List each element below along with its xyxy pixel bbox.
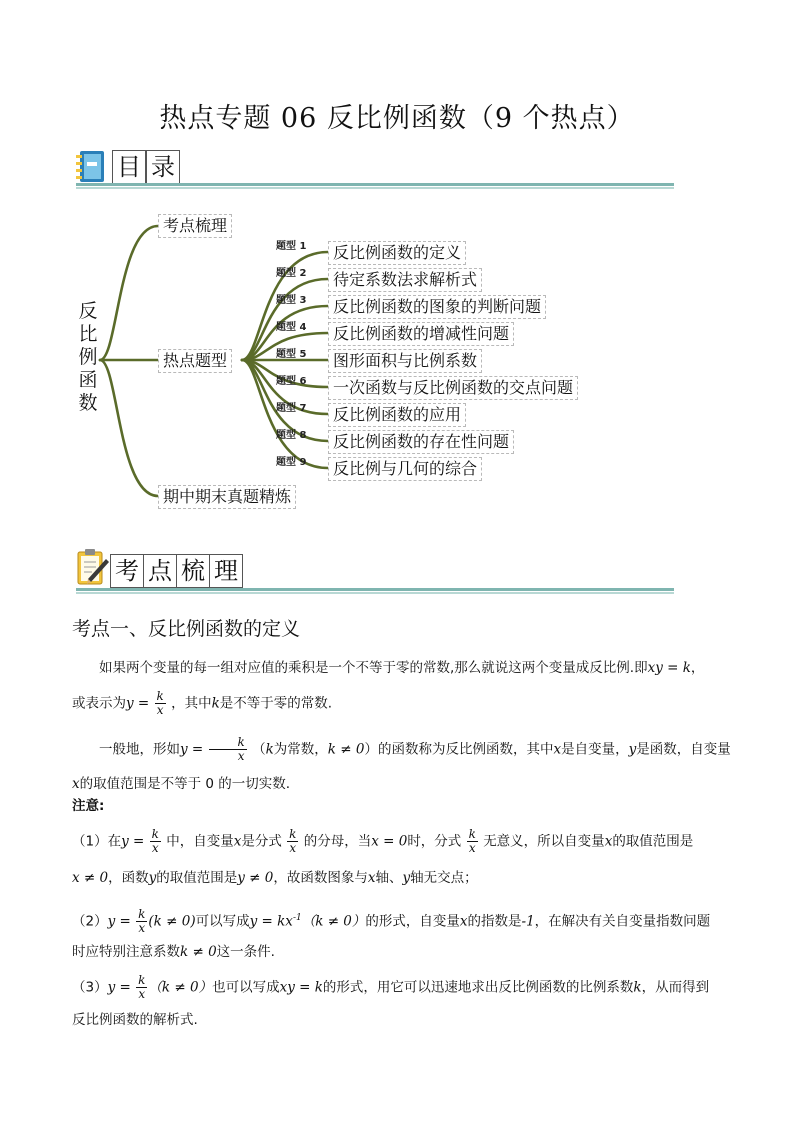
topic-item-9[interactable]: 反比例与几何的综合 (328, 457, 482, 481)
toc-heading-char: 录 (146, 150, 180, 184)
fraction-k-over-x: $\frac{k}{x}$ (209, 736, 247, 763)
note-label: 注意: (72, 798, 105, 814)
fraction-k-over-x: $\frac{k}{x}$ (138, 973, 146, 1001)
paragraph-general-form-2: x的取值范围是不等于 0 的一切实数. (72, 776, 291, 792)
section-heading-char: 点 (143, 554, 177, 588)
fraction-k-over-x: $\frac{k}{x}$ (468, 827, 476, 855)
paragraph-definition-2: 或表示为y = $\frac{k}{x}$ ，其中k是不等于零的常数. (72, 689, 333, 717)
topic-item-6[interactable]: 一次函数与反比例函数的交点问题 (328, 376, 578, 400)
section-header-kaodian (76, 548, 676, 588)
fraction-k-over-x: $\frac{k}{x}$ (138, 907, 146, 935)
root-char: 数 (78, 392, 98, 414)
topic-label: 题型 3 (276, 295, 307, 306)
root-char: 例 (78, 346, 98, 368)
topic-label: 题型 8 (276, 430, 307, 441)
root-char: 比 (78, 323, 98, 345)
paragraph-definition: 如果两个变量的每一组对应值的乘积是一个不等于零的常数,那么就说这两个变量成反比例.即xy = k， (99, 660, 705, 676)
topic-label: 题型 9 (276, 457, 307, 468)
topic-item-7[interactable]: 反比例函数的应用 (328, 403, 466, 427)
topic-item-5[interactable]: 图形面积与比例系数 (328, 349, 482, 373)
toc-heading-char: 目 (112, 150, 146, 184)
fraction-k-over-x: $\frac{k}{x}$ (151, 827, 159, 855)
branch-kaodian[interactable]: 考点梳理 (158, 214, 232, 238)
mindmap-root (76, 300, 100, 415)
root-char: 反 (78, 300, 98, 322)
topic-item-8[interactable]: 反比例函数的存在性问题 (328, 430, 514, 454)
topic-label: 题型 6 (276, 376, 307, 387)
topic-label: 题型 1 (276, 241, 307, 252)
topic-item-4[interactable]: 反比例函数的增减性问题 (328, 322, 514, 346)
topic-label: 题型 4 (276, 322, 307, 333)
clipboard-pencil-icon (76, 548, 110, 590)
topic-item-3[interactable]: 反比例函数的图象的判断问题 (328, 295, 546, 319)
topic-item-2[interactable]: 待定系数法求解析式 (328, 268, 482, 292)
topic-item-1[interactable]: 反比例函数的定义 (328, 241, 466, 265)
page-title: 热点专题 06 反比例函数（9 个热点） (159, 103, 635, 134)
note-1-cont: x ≠ 0，函数y的取值范围是y ≠ 0，故函数图象与x轴、y轴无交点； (72, 870, 478, 886)
section-heading-char: 理 (209, 554, 243, 588)
branch-qimo[interactable]: 期中期末真题精炼 (158, 485, 296, 509)
root-char: 函 (78, 369, 98, 391)
fraction-k-over-x: $\frac{k}{x}$ (289, 827, 297, 855)
topic-label: 题型 5 (276, 349, 307, 360)
branch-redian[interactable]: 热点题型 (158, 349, 232, 373)
note-2: （2）y = $\frac{k}{x}$ (k ≠ 0)可以写成$y = kx^{-1}(k \ne 0)$的形式，自变量x的指数是-1，在解决有关自变量指数问题 (72, 907, 711, 935)
topic-label: 题型 7 (276, 403, 307, 414)
note-3: （3）y = $\frac{k}{x}$ （k ≠ 0）也可以写成xy = k的形式，用它可以迅速地求出反比例函数的比例系数k，从而得到 (72, 973, 710, 1001)
section-heading-char: 考 (110, 554, 144, 588)
paragraph-general-form: 一般地，形如y = $\frac{k}{x}$ （k为常数，k ≠ 0）的函数称为反比例函数，其中x是自变量，y是函数，自变量 (99, 735, 731, 763)
note-1: （1）在y = $\frac{k}{x}$ 中，自变量x是分式 $\frac{k}{x}$ 的分母，当x = 0时，分式 $\frac{k}{x}$ 无意义，所以自变量x的取值范围是 (72, 827, 694, 855)
sub-heading: 考点一、反比例函数的定义 (72, 618, 301, 640)
note-2-cont: 时应特别注意系数k ≠ 0这一条件. (72, 944, 275, 960)
topic-label: 题型 2 (276, 268, 307, 279)
note-3-cont: 反比例函数的解析式. (72, 1012, 198, 1028)
fraction-k-over-x: $\frac{k}{x}$ (156, 689, 164, 717)
section-heading-char: 梳 (176, 554, 210, 588)
